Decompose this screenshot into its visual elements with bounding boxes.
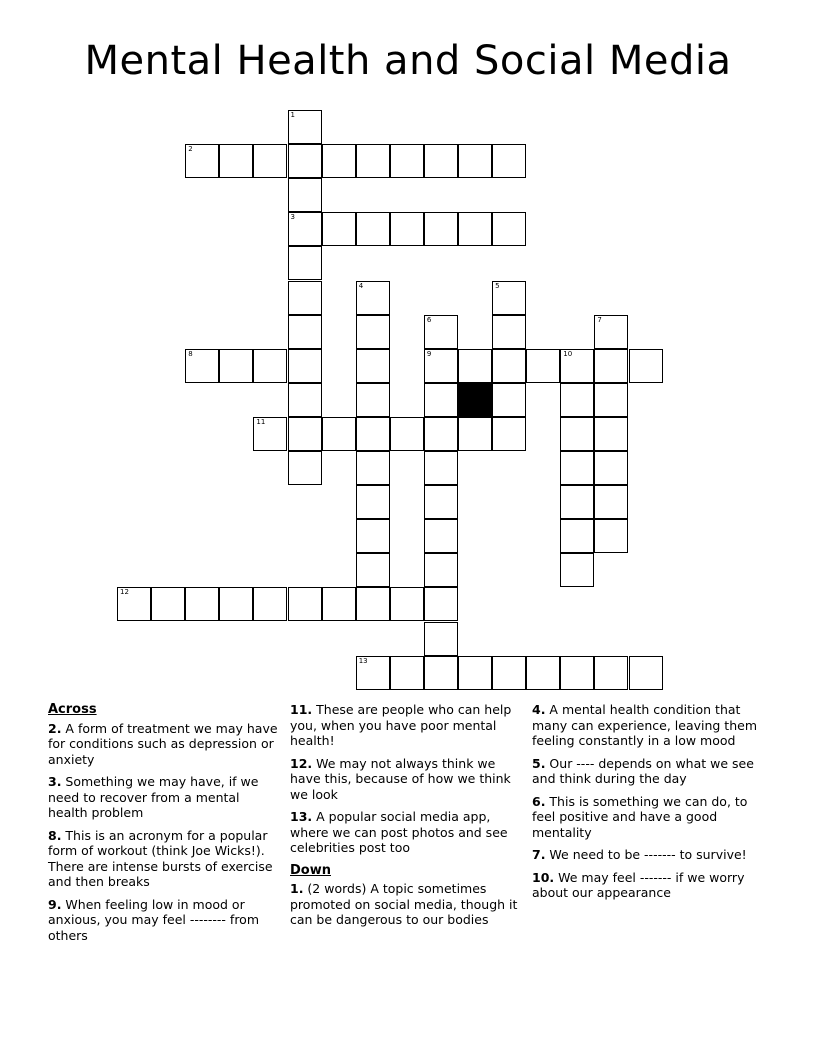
clue-number: 7 <box>597 315 602 324</box>
crossword-cell[interactable] <box>390 144 424 178</box>
clue-number-label: 1. <box>290 881 304 896</box>
crossword-cell[interactable] <box>594 315 628 349</box>
crossword-cell[interactable] <box>322 417 356 451</box>
clue-number: 8 <box>188 349 193 358</box>
crossword-cell[interactable] <box>560 519 594 553</box>
crossword-cell[interactable] <box>560 656 594 690</box>
crossword-cell[interactable] <box>288 212 322 246</box>
crossword-cell[interactable] <box>390 212 424 246</box>
clue-text: Our ---- depends on what we see and think during the day <box>532 755 754 786</box>
crossword-cell[interactable] <box>356 485 390 519</box>
clue <box>532 756 768 787</box>
crossword-cell[interactable] <box>390 587 424 621</box>
crossword-cell[interactable] <box>288 587 322 621</box>
crossword-cell[interactable] <box>356 656 390 690</box>
crossword-cell[interactable] <box>356 553 390 587</box>
clue-number-label: 4. <box>532 702 546 717</box>
crossword-cell[interactable] <box>492 281 526 315</box>
clue-number: 6 <box>426 315 432 324</box>
crossword-black-cell <box>458 383 492 417</box>
clue-number: 12 <box>120 588 129 597</box>
clues-column-1 <box>48 702 278 950</box>
crossword-cell[interactable] <box>288 349 322 383</box>
crossword-cell[interactable] <box>526 656 560 690</box>
crossword-cell[interactable] <box>288 451 322 485</box>
clue-text: This is an acronym for a popular form of workout (think Joe Wicks!). There are intense bursts of exercise and then breaks <box>48 827 273 889</box>
crossword-cell[interactable] <box>594 349 628 383</box>
crossword-cell[interactable] <box>594 417 628 451</box>
crossword-cell[interactable] <box>560 485 594 519</box>
down-clue-list-continued <box>532 702 768 901</box>
clue <box>532 794 768 841</box>
crossword-cell[interactable] <box>356 144 390 178</box>
crossword-cell[interactable] <box>288 246 322 280</box>
clue-text: A mental health condition that many can experience, leaving them feeling constantly in a low mood <box>532 702 757 748</box>
across-clue-list-continued <box>290 702 526 856</box>
crossword-cell[interactable] <box>424 315 458 349</box>
clue-number-label: 7. <box>532 847 546 862</box>
clue <box>48 897 278 944</box>
crossword-cell[interactable] <box>356 281 390 315</box>
crossword-cell[interactable] <box>560 451 594 485</box>
crossword-cell[interactable] <box>424 519 458 553</box>
crossword-cell[interactable] <box>356 383 390 417</box>
crossword-cell[interactable] <box>117 587 151 621</box>
page-title: Mental Health and Social Media <box>84 38 732 84</box>
clue-text: When feeling low in mood or anxious, you may feel -------- from others <box>48 896 260 943</box>
crossword-cell[interactable] <box>219 587 253 621</box>
crossword-cell[interactable] <box>288 144 322 178</box>
down-heading: Down <box>290 862 331 878</box>
crossword-cell[interactable] <box>288 417 322 451</box>
crossword-cell[interactable] <box>424 212 458 246</box>
crossword-cell[interactable] <box>288 178 322 212</box>
crossword-cell[interactable] <box>458 144 492 178</box>
clue-number: 2 <box>188 145 193 154</box>
crossword-cell[interactable] <box>492 349 526 383</box>
clue-text: We need to be ------- to survive! <box>545 847 747 862</box>
clue <box>290 756 526 803</box>
crossword-cell[interactable] <box>458 349 492 383</box>
crossword-cell[interactable] <box>356 212 390 246</box>
crossword-cell[interactable] <box>492 144 526 178</box>
crossword-cell[interactable] <box>424 587 458 621</box>
crossword-cell[interactable] <box>492 212 526 246</box>
clue-number-label: 8. <box>48 827 62 843</box>
crossword-cell[interactable] <box>356 417 390 451</box>
clue <box>290 881 526 928</box>
crossword-cell[interactable] <box>629 656 663 690</box>
crossword-cell[interactable] <box>288 281 322 315</box>
crossword-cell[interactable] <box>594 485 628 519</box>
clue-number-label: 3. <box>48 774 62 789</box>
crossword-cell[interactable] <box>560 417 594 451</box>
across-heading: Across <box>48 702 97 717</box>
crossword-cell[interactable] <box>594 519 628 553</box>
crossword-cell[interactable] <box>288 315 322 349</box>
crossword-cell[interactable] <box>185 144 219 178</box>
clue-number: 5 <box>495 281 500 290</box>
clue-number: 13 <box>358 656 368 665</box>
clue-number: 9 <box>426 349 432 358</box>
crossword-cell[interactable] <box>560 383 594 417</box>
across-clue-list <box>48 721 278 944</box>
crossword-cell[interactable] <box>629 349 663 383</box>
crossword-cell[interactable] <box>288 383 322 417</box>
clue-number: 11 <box>256 417 266 426</box>
crossword-cell[interactable] <box>356 587 390 621</box>
crossword-cell[interactable] <box>322 144 356 178</box>
crossword-cell[interactable] <box>424 622 458 656</box>
clue-text: These are people who can help you, when you have poor mental health! <box>290 702 512 748</box>
crossword-cell[interactable] <box>492 656 526 690</box>
crossword-cell[interactable] <box>594 383 628 417</box>
clue <box>532 847 768 863</box>
crossword-cell[interactable] <box>390 656 424 690</box>
clue-text: We may not always think we have this, because of how we think we look <box>290 755 511 802</box>
crossword-cell[interactable] <box>253 587 287 621</box>
clue-number: 4 <box>358 281 364 290</box>
crossword-cell[interactable] <box>492 417 526 451</box>
clue-number: 3 <box>290 213 295 222</box>
crossword-cell[interactable] <box>424 656 458 690</box>
clue-number-label: 6. <box>532 793 546 809</box>
crossword-cell[interactable] <box>458 212 492 246</box>
crossword-cell[interactable] <box>288 110 322 144</box>
clue-text: A popular social media app, where we can post photos and see celebrities post too <box>290 809 508 855</box>
crossword-cell[interactable] <box>424 144 458 178</box>
crossword-cell[interactable] <box>458 417 492 451</box>
crossword-cell[interactable] <box>322 587 356 621</box>
clue-text: (2 words) A topic sometimes promoted on social media, though it can be dangerous to our bodies <box>290 881 518 927</box>
clue-text: We may feel ------- if we worry about our appearance <box>532 869 745 900</box>
crossword-cell[interactable] <box>492 383 526 417</box>
clue-number-label: 13. <box>290 809 313 824</box>
crossword-cell[interactable] <box>253 349 287 383</box>
clue-number-label: 11. <box>290 702 313 717</box>
crossword-cell[interactable] <box>560 553 594 587</box>
crossword-cell[interactable] <box>185 349 219 383</box>
crossword-cell[interactable] <box>253 417 287 451</box>
crossword-cell[interactable] <box>492 315 526 349</box>
down-clue-list <box>290 881 526 928</box>
clue <box>290 702 526 749</box>
clues-column-2 <box>290 702 526 935</box>
crossword-cell[interactable] <box>356 451 390 485</box>
crossword-cell[interactable] <box>151 587 185 621</box>
crossword-cell[interactable] <box>356 519 390 553</box>
crossword-cell[interactable] <box>424 553 458 587</box>
crossword-cell[interactable] <box>322 212 356 246</box>
clue-number-label: 2. <box>48 720 62 736</box>
crossword-cell[interactable] <box>253 144 287 178</box>
clue-number-label: 10. <box>532 869 555 885</box>
clue <box>48 721 278 768</box>
crossword-cell[interactable] <box>458 656 492 690</box>
crossword-cell[interactable] <box>356 315 390 349</box>
clue <box>290 809 526 856</box>
crossword-cell[interactable] <box>424 417 458 451</box>
crossword-cell[interactable] <box>390 417 424 451</box>
crossword-cell[interactable] <box>424 485 458 519</box>
clue-number: 10 <box>563 349 573 358</box>
clue <box>532 870 768 901</box>
crossword-cell[interactable] <box>356 349 390 383</box>
crossword-cell[interactable] <box>594 451 628 485</box>
clue-text: This is something we can do, to feel positive and have a good mentality <box>532 793 748 840</box>
crossword-cell[interactable] <box>424 349 458 383</box>
clue-text: Something we may have, if we need to recover from a mental health problem <box>48 774 259 820</box>
clue-number: 1 <box>290 111 295 119</box>
clue-number-label: 5. <box>532 755 546 771</box>
clue-number-label: 12. <box>290 755 313 771</box>
crossword-cell[interactable] <box>424 383 458 417</box>
clue-text: A form of treatment we may have for conditions such as depression or anxiety <box>48 720 278 767</box>
clue <box>532 702 768 749</box>
crossword-cell[interactable] <box>219 349 253 383</box>
clues-column-3 <box>532 702 768 908</box>
clue <box>48 774 278 821</box>
crossword-cell[interactable] <box>526 349 560 383</box>
crossword-cell[interactable] <box>594 656 628 690</box>
crossword-cell[interactable] <box>424 451 458 485</box>
clue <box>48 828 278 890</box>
crossword-cell[interactable] <box>185 587 219 621</box>
clue-number-label: 9. <box>48 896 62 912</box>
crossword-cell[interactable] <box>219 144 253 178</box>
crossword-cell[interactable] <box>560 349 594 383</box>
